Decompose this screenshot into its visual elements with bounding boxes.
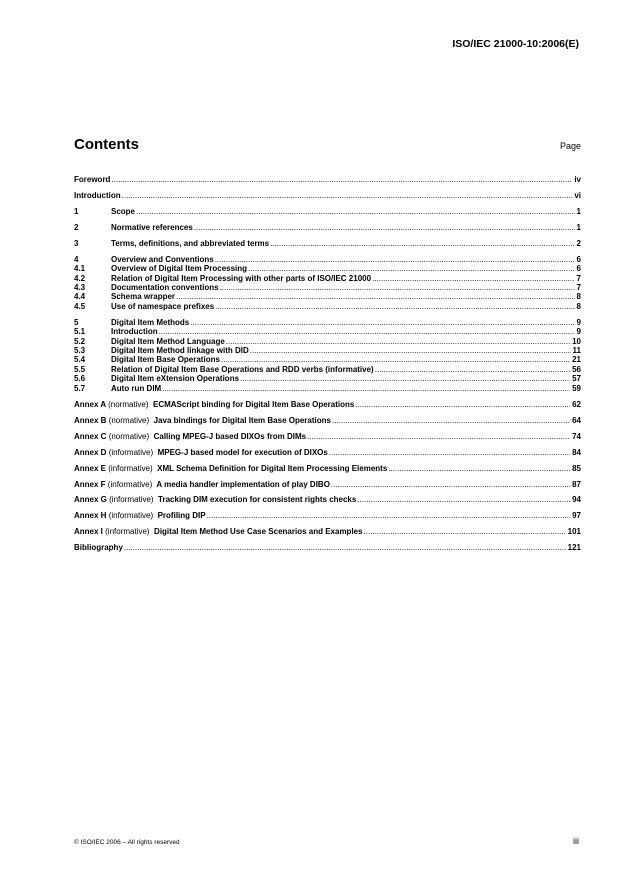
- toc-entry-number: 4.5: [74, 301, 86, 311]
- dot-leader: [162, 384, 570, 393]
- toc-annex-a[interactable]: [74, 400, 581, 409]
- toc-entry-overview-conventions[interactable]: [74, 255, 581, 264]
- toc-entry-normative-references[interactable]: [74, 223, 581, 232]
- toc-entry-title: Schema wrapper: [111, 292, 176, 302]
- toc-entry-page: 74: [572, 431, 581, 441]
- toc-entry-page: 56: [572, 364, 581, 374]
- toc-entry-page: 84: [572, 447, 581, 457]
- toc-entry-4-2[interactable]: [74, 274, 581, 283]
- toc-annex-e[interactable]: [74, 464, 581, 473]
- dot-leader: [250, 346, 571, 355]
- toc-annex-h[interactable]: [74, 511, 581, 520]
- toc-entry-4-4[interactable]: [74, 292, 581, 301]
- toc-entry-introduction[interactable]: [74, 191, 581, 200]
- dot-leader: [136, 207, 575, 216]
- toc-entry-5-5[interactable]: [74, 365, 581, 374]
- toc-entry-title: Use of namespace prefixes: [111, 301, 215, 311]
- toc-entry-page: 7: [576, 283, 581, 293]
- toc-entry-title: Overview of Digital Item Processing: [111, 264, 248, 274]
- dot-leader: [122, 191, 573, 200]
- dot-leader: [226, 337, 570, 346]
- document-id: ISO/IEC 21000-10:2006(E): [452, 38, 579, 50]
- toc-entry-page: 62: [572, 399, 581, 409]
- dot-leader: [221, 355, 570, 364]
- toc-entry-page: 101: [567, 527, 581, 537]
- toc-entry-title: Annex H (informative) Profiling DIP: [74, 511, 206, 521]
- toc-entry-number: 5.4: [74, 355, 86, 365]
- toc-entry-title: Annex F (informative) A media handler implementation of play DIBO: [74, 479, 330, 489]
- toc-annex-g[interactable]: [74, 495, 581, 504]
- toc-entry-number: 2: [74, 222, 79, 232]
- toc-entry-4-5[interactable]: [74, 302, 581, 311]
- dot-leader: [159, 327, 575, 336]
- toc-entry-page: 7: [576, 273, 581, 283]
- dot-leader: [240, 374, 570, 383]
- copyright-notice: © ISO/IEC 2006 – All rights reserved: [74, 839, 180, 846]
- toc-entry-page: 59: [572, 383, 581, 393]
- toc-entry-title: Digital Item Method linkage with DID: [111, 346, 249, 356]
- toc-entry-page: 57: [572, 374, 581, 384]
- toc-annex-b[interactable]: [74, 416, 581, 425]
- toc-entry-4-1[interactable]: [74, 264, 581, 273]
- toc-entry-page: 1: [576, 206, 581, 216]
- toc-entry-terms-definitions[interactable]: [74, 239, 581, 248]
- toc-entry-title: Relation of Digital Item Processing with other parts of ISO/IEC 21000: [111, 273, 372, 283]
- toc-entry-number: 5.6: [74, 374, 86, 384]
- dot-leader: [332, 416, 570, 425]
- toc-entry-title: Annex E (informative) XML Schema Definition for Digital Item Processing Elements: [74, 463, 388, 473]
- toc-entry-page: 9: [576, 327, 581, 337]
- toc-entry-page: 8: [576, 292, 581, 302]
- toc-entry-foreword[interactable]: [74, 175, 581, 184]
- toc-entry-number: 5.7: [74, 383, 86, 393]
- toc-entry-number: 4.4: [74, 292, 86, 302]
- toc-entry-title: Annex I (informative) Digital Item Method Use Case Scenarios and Examples: [74, 527, 363, 537]
- toc-entry-bibliography[interactable]: [74, 543, 581, 552]
- dot-leader: [215, 255, 575, 264]
- toc-entry-number: 5: [74, 317, 79, 327]
- toc-entry-page: 9: [576, 317, 581, 327]
- toc-entry-title: Digital Item Method Language: [111, 336, 225, 346]
- toc-entry-page: 11: [572, 346, 581, 356]
- toc-entry-page: 64: [572, 415, 581, 425]
- toc-entry-scope[interactable]: [74, 207, 581, 216]
- toc-entry-number: 5.3: [74, 346, 86, 356]
- dot-leader: [207, 511, 571, 520]
- dot-leader: [388, 464, 570, 473]
- toc-annex-i[interactable]: [74, 527, 581, 536]
- dot-leader: [375, 365, 570, 374]
- toc-entry-5-2[interactable]: [74, 337, 581, 346]
- toc-entry-page: 97: [572, 511, 581, 521]
- table-of-contents: [74, 175, 581, 553]
- toc-entry-number: 1: [74, 206, 79, 216]
- toc-entry-title: Foreword: [74, 175, 111, 184]
- dot-leader: [364, 527, 566, 536]
- toc-entry-title: Annex A (normative) ECMAScript binding for Digital Item Base Operations: [74, 399, 355, 409]
- toc-annex-d[interactable]: [74, 448, 581, 457]
- toc-entry-title: Introduction: [111, 327, 158, 337]
- toc-entry-page: 1: [576, 222, 581, 232]
- toc-entry-page: 21: [572, 355, 581, 365]
- toc-entry-page: 10: [572, 336, 581, 346]
- toc-entry-number: 3: [74, 238, 79, 248]
- toc-entry-number: 5.1: [74, 327, 86, 337]
- toc-entry-page: 121: [567, 543, 581, 553]
- dot-leader: [111, 175, 572, 184]
- toc-entry-title: Terms, definitions, and abbreviated terms: [111, 238, 270, 248]
- toc-entry-number: 4.3: [74, 283, 86, 293]
- dot-leader: [331, 480, 570, 489]
- toc-entry-title: Digital Item Methods: [111, 317, 190, 327]
- toc-entry-page: iv: [574, 175, 581, 184]
- toc-entry-title: Annex D (informative) MPEG-J based model for execution of DIXOs: [74, 447, 328, 457]
- dot-leader: [190, 318, 574, 327]
- toc-entry-digital-item-methods[interactable]: [74, 318, 581, 327]
- dot-leader: [355, 400, 570, 409]
- dot-leader: [372, 274, 574, 283]
- toc-entry-title: Normative references: [111, 222, 193, 232]
- toc-entry-number: 5.2: [74, 336, 86, 346]
- page-column-label: Page: [559, 141, 581, 151]
- toc-entry-5-4[interactable]: [74, 355, 581, 364]
- dot-leader: [220, 283, 575, 292]
- toc-entry-number: 4.1: [74, 264, 86, 274]
- toc-entry-title: Introduction: [74, 190, 121, 200]
- toc-entry-page: 6: [576, 264, 581, 274]
- toc-entry-title: Annex G (informative) Tracking DIM execution for consistent rights checks: [74, 495, 357, 505]
- dot-leader: [270, 239, 574, 248]
- toc-annex-f[interactable]: [74, 480, 581, 489]
- toc-entry-page: 85: [572, 463, 581, 473]
- toc-entry-5-6[interactable]: [74, 374, 581, 383]
- toc-entry-number: 5.5: [74, 364, 86, 374]
- toc-entry-number: 4: [74, 254, 79, 264]
- toc-entry-4-3[interactable]: [74, 283, 581, 292]
- dot-leader: [176, 292, 575, 301]
- toc-entry-title: Scope: [111, 206, 136, 216]
- toc-entry-title: Auto run DIM: [111, 383, 162, 393]
- dot-leader: [248, 264, 575, 273]
- toc-entry-page: 94: [572, 495, 581, 505]
- dot-leader: [215, 302, 574, 311]
- toc-entry-title: Digital Item eXtension Operations: [111, 374, 240, 384]
- toc-entry-title: Digital Item Base Operations: [111, 355, 220, 365]
- dot-leader: [329, 448, 570, 457]
- dot-leader: [357, 495, 570, 504]
- page-number: iii: [573, 836, 579, 846]
- toc-entry-title: Bibliography: [74, 543, 123, 553]
- toc-entry-title: Relation of Digital Item Base Operations and RDD verbs (informative): [111, 364, 374, 374]
- toc-entry-page: vi: [574, 190, 581, 200]
- toc-entry-page: 8: [576, 301, 581, 311]
- toc-entry-5-3[interactable]: [74, 346, 581, 355]
- toc-entry-page: 2: [576, 238, 581, 248]
- toc-entry-title: Annex C (normative) Calling MPEG-J based DIXOs from DIMs: [74, 431, 307, 441]
- toc-entry-page: 87: [572, 479, 581, 489]
- contents-heading: Contents: [74, 136, 139, 153]
- toc-entry-5-1[interactable]: [74, 327, 581, 336]
- dot-leader: [194, 223, 575, 232]
- toc-entry-title: Overview and Conventions: [111, 254, 214, 264]
- toc-entry-title: Annex B (normative) Java bindings for Digital Item Base Operations: [74, 415, 331, 425]
- toc-entry-page: 6: [576, 254, 581, 264]
- toc-entry-number: 4.2: [74, 273, 86, 283]
- dot-leader: [124, 543, 566, 552]
- toc-entry-title: Documentation conventions: [111, 283, 219, 293]
- toc-annex-c[interactable]: [74, 432, 581, 441]
- toc-entry-5-7[interactable]: [74, 384, 581, 393]
- dot-leader: [307, 432, 570, 441]
